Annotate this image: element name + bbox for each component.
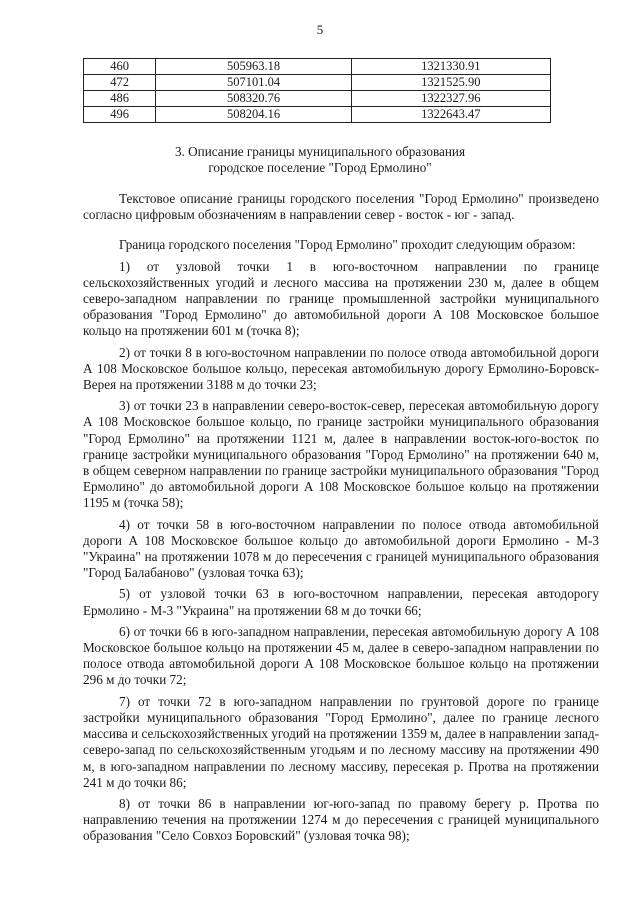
boundary-item-7: 7) от точки 72 в юго-западном направлении по грунтовой дороге по границе застройки муниципального образования "Город Ермолино", далее по границе лесного массива и сельскохозяйственных угодий на протяжении 1359 м, далее в направлении запад-северо-запад по сельскохозяйственным угодьям и по лесному массиву на протяжении 490 м, в юго-западном направлении по лесному массиву, пересекая р. Протва на протяжении 241 м до точки 86; bbox=[83, 693, 599, 790]
section-heading-line-2: городское поселение "Город Ермолино" bbox=[208, 160, 432, 175]
x-coordinate-cell: 505963.18 bbox=[156, 59, 351, 75]
point-number-cell: 496 bbox=[84, 107, 156, 123]
section-heading bbox=[0, 144, 640, 176]
boundary-item-5: 5) от узловой точки 63 в юго-восточном направлении, пересекая автодорогу Ермолино - М-3 "Украина" на протяжении 68 м до точки 66; bbox=[83, 586, 599, 618]
y-coordinate-cell: 1321330.91 bbox=[351, 59, 550, 75]
y-coordinate-cell: 1322643.47 bbox=[351, 107, 550, 123]
x-coordinate-cell: 507101.04 bbox=[156, 75, 351, 91]
y-coordinate-cell: 1321525.90 bbox=[351, 75, 550, 91]
point-number-cell: 472 bbox=[84, 75, 156, 91]
boundary-item-4: 4) от точки 58 в юго-восточном направлении по полосе отвода автомобильной дороги А 108 Московское большое кольцо до автомобильной дороги Ермолино - М-3 "Украина" на протяжении 1078 м до пересечения с границей муниципального образования "Город Балабаново" (узловая точка 63); bbox=[83, 516, 599, 581]
table-row bbox=[84, 91, 551, 107]
coordinates-table bbox=[83, 58, 551, 123]
point-number-cell: 486 bbox=[84, 91, 156, 107]
boundary-item-1: 1) от узловой точки 1 в юго-восточном направлении по границе сельскохозяйственных угодий и лесного массива на протяжении 230 м, далее в общем северо-западном направлении по границе промышленной застройки муниципального образования "Город Ермолино" до автомобильной дороги А 108 Московское большое кольцо на протяжении 601 м (точка 8); bbox=[83, 258, 599, 339]
boundary-description bbox=[83, 191, 599, 850]
boundary-item-2: 2) от точки 8 в юго-восточном направлении по полосе отвода автомобильной дороги А 108 Московское большое кольцо, пересекая автомобильную дорогу Ермолино-Боровск-Верея на протяжении 3188 м до точки 23; bbox=[83, 344, 599, 393]
table-row bbox=[84, 59, 551, 75]
intro-paragraph: Текстовое описание границы городского поселения "Город Ермолино" произведено согласно цифровым обозначениям в направлении север - восток - юг - запад. bbox=[83, 191, 599, 223]
section-heading-line-1: 3. Описание границы муниципального образования bbox=[174, 144, 466, 159]
boundary-item-3: 3) от точки 23 в направлении северо-восток-север, пересекая автомобильную дорогу А 108 Московское большое кольцо, по границе застройки муниципального образования "Город Ермолино" на протяжении 1121 м, далее в направлении восток-юго-восток по границе застройки муниципального образования "Город Ермолино" на протяжении 640 м, в общем северном направлении по границе застройки муниципального образования "Город Ермолино" до автомобильной дороги А 108 Московское большое кольцо на протяжении 1195 м (точка 58); bbox=[83, 398, 599, 511]
x-coordinate-cell: 508320.76 bbox=[156, 91, 351, 107]
point-number-cell: 460 bbox=[84, 59, 156, 75]
table-row bbox=[84, 107, 551, 123]
boundary-paragraph: Граница городского поселения "Город Ермолино" проходит следующим образом: bbox=[119, 237, 576, 253]
table-row bbox=[84, 75, 551, 91]
y-coordinate-cell: 1322327.96 bbox=[351, 91, 550, 107]
boundary-item-6: 6) от точки 66 в юго-западном направлении, пересекая автомобильную дорогу А 108 Московское большое кольцо на протяжении 45 м, далее в северо-западном направлении по полосе отвода автомобильной дороги А 108 Московское большое кольцо на протяжении 296 м до точки 72; bbox=[83, 623, 599, 688]
boundary-item-8: 8) от точки 86 в направлении юг-юго-запад по правому берегу р. Протва по направлению течения на протяжении 1274 м до пересечения с границей муниципального образования "Село Совхоз Боровский" (узловая точка 98); bbox=[83, 795, 599, 844]
page-number: 5 bbox=[316, 22, 324, 37]
x-coordinate-cell: 508204.16 bbox=[156, 107, 351, 123]
